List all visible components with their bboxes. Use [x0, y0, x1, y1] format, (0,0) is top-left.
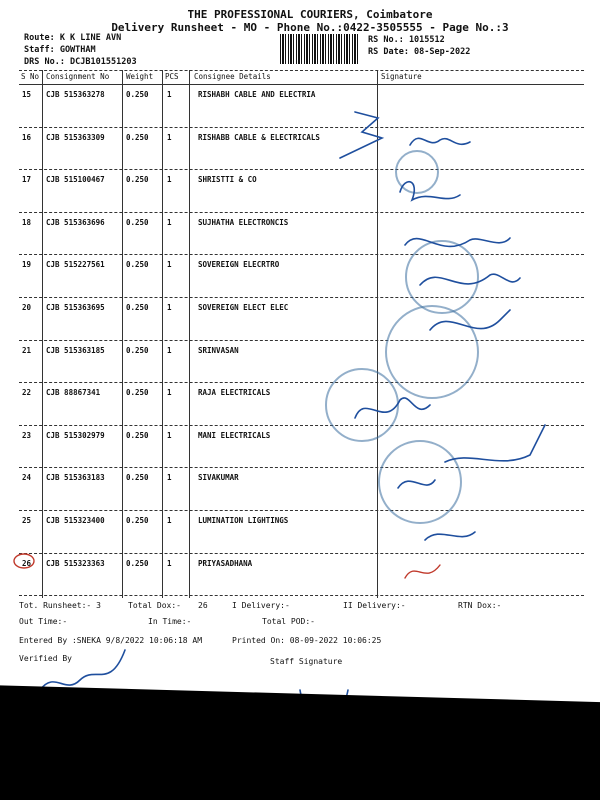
row-weight: 0.250: [126, 516, 149, 525]
row-sno: 17: [22, 175, 32, 185]
row-consignee: SUJHATHA ELECTRONCIS: [198, 217, 289, 227]
row-pcs: 1: [167, 90, 172, 99]
verified-by: Verified By: [19, 654, 72, 663]
row-weight: 0.250: [126, 132, 149, 142]
row-sno: 26: [22, 558, 32, 568]
row-weight: 0.250: [126, 217, 149, 227]
row-consignee: LUMINATION LIGHTINGS: [198, 516, 289, 525]
row-consignee: SOVEREIGN ELECRTRO: [198, 260, 280, 270]
staff-signature-label: Staff Signature: [270, 657, 343, 666]
row-sno: 15: [22, 90, 32, 99]
row-weight: 0.250: [126, 260, 149, 270]
row-consignee: SOVEREIGN ELECT ELEC: [198, 303, 289, 312]
in-time: In Time:-: [148, 617, 192, 626]
company-title: THE PROFESSIONAL COURIERS, Coimbatore: [187, 8, 433, 21]
ii-delivery: II Delivery:-: [343, 601, 406, 610]
printed-on: Printed On: 08-09-2022 10:06:25: [232, 636, 382, 645]
row-weight: 0.250: [126, 345, 149, 355]
row-weight: 0.250: [126, 473, 149, 483]
row-consignment: CJB 515363183: [46, 473, 105, 483]
row-consignment: CJB 515363695: [46, 303, 105, 312]
row-sno: 18: [22, 217, 32, 227]
row-consignee: SRINVASAN: [198, 345, 239, 355]
row-weight: 0.250: [126, 303, 149, 312]
row-consignment: CJB 515323363: [46, 558, 105, 568]
row-weight: 0.250: [126, 388, 149, 398]
row-pcs: 1: [167, 260, 172, 270]
row-pcs: 1: [167, 217, 172, 227]
row-weight: 0.250: [126, 430, 149, 440]
row-consignee: RISHABB CABLE & ELECTRICALS: [198, 132, 320, 142]
col-header-pcs: PCS: [165, 72, 179, 81]
row-consignment: CJB 515302979: [46, 430, 105, 440]
row-sno: 22: [22, 388, 32, 398]
row-pcs: 1: [167, 132, 172, 142]
col-header-consignment: Consignment No: [46, 72, 110, 81]
route-label: Route: K K LINE AVN: [24, 33, 122, 43]
drs-number: DRS No.: DCJB101551203: [24, 57, 137, 67]
row-weight: 0.250: [126, 558, 149, 568]
row-sno: 19: [22, 260, 32, 270]
rs-number: RS No.: 1015512: [368, 35, 445, 45]
row-consignment: CJB 515100467: [46, 175, 105, 185]
rtn-dox: RTN Dox:-: [458, 601, 502, 610]
row-sno: 20: [22, 303, 32, 312]
row-sno: 24: [22, 473, 32, 483]
row-sno: 23: [22, 430, 32, 440]
row-pcs: 1: [167, 516, 172, 525]
row-pcs: 1: [167, 175, 172, 185]
col-header-weight: Weight: [126, 72, 154, 81]
row-pcs: 1: [167, 558, 172, 568]
row-consignee: PRIYASADHANA: [198, 558, 253, 568]
row-consignee: RISHABH CABLE AND ELECTRIA: [198, 90, 316, 99]
row-consignee: SIVAKUMAR: [198, 473, 239, 483]
staff-label: Staff: GOWTHAM: [24, 45, 96, 55]
rs-date: RS Date: 08-Sep-2022: [368, 47, 471, 57]
row-consignee: SHRISTTI & CO: [198, 175, 257, 185]
row-consignment: CJB 515363185: [46, 345, 105, 355]
row-consignment: CJB 515363309: [46, 132, 105, 142]
col-header-sno: S No: [21, 72, 40, 81]
entered-by: Entered By :SNEKA 9/8/2022 10:06:18 AM: [19, 636, 203, 645]
row-pcs: 1: [167, 345, 172, 355]
out-time: Out Time:-: [19, 617, 68, 626]
col-header-signature: Signature: [381, 72, 422, 81]
row-consignment: CJB 515363696: [46, 217, 105, 227]
row-pcs: 1: [167, 303, 172, 312]
total-pod: Total POD:-: [262, 617, 315, 626]
row-weight: 0.250: [126, 175, 149, 185]
row-pcs: 1: [167, 388, 172, 398]
scan-edge-shadow: [0, 712, 600, 800]
tot-runsheet: Tot. Runsheet:- 3: [19, 601, 101, 610]
row-consignment: CJB 515227561: [46, 260, 105, 270]
i-delivery: I Delivery:-: [232, 601, 290, 610]
total-dox-label: Total Dox:-: [128, 601, 181, 610]
row-consignee: MANI ELECTRICALS: [198, 430, 271, 440]
row-sno: 21: [22, 345, 32, 355]
row-sno: 16: [22, 132, 32, 142]
row-consignee: RAJA ELECTRICALS: [198, 388, 271, 398]
col-header-consignee: Consignee Details: [194, 72, 271, 81]
row-weight: 0.250: [126, 90, 149, 99]
row-consignment: CJB 515363278: [46, 90, 105, 99]
total-dox-value: 26: [198, 601, 208, 610]
row-pcs: 1: [167, 473, 172, 483]
row-pcs: 1: [167, 430, 172, 440]
row-sno: 25: [22, 516, 32, 525]
row-consignment: CJB 515323400: [46, 516, 105, 525]
row-consignment: CJB 88867341: [46, 388, 101, 398]
runsheet-subtitle: Delivery Runsheet - MO - Phone No.:0422-3505555 - Page No.:3: [111, 21, 509, 34]
